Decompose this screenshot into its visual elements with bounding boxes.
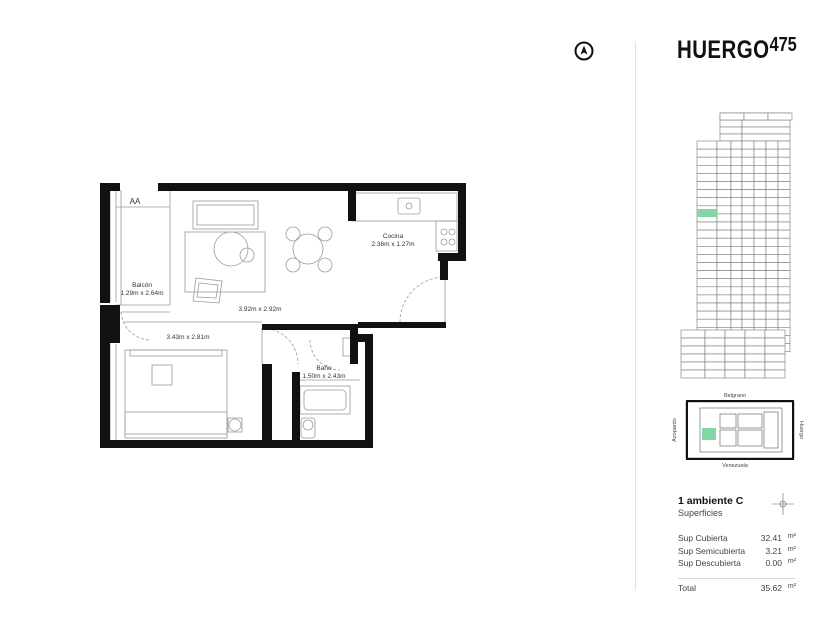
room-dims-living: 3.92m x 2.92m <box>238 306 282 313</box>
elevation-cell <box>717 198 731 206</box>
brand-number: 475 <box>769 34 797 56</box>
elevation-cell <box>720 113 744 120</box>
elevation-cell <box>745 330 765 338</box>
site-plan <box>660 390 810 470</box>
surface-value: 0.00 <box>765 558 782 568</box>
elevation-cell <box>731 279 742 287</box>
unit-subtitle: Superficies <box>678 508 723 518</box>
elevation-cell <box>697 190 717 198</box>
elevation-cell <box>697 279 717 287</box>
elevation-cell <box>754 254 766 262</box>
elevation-cell <box>766 214 778 222</box>
elevation-cell <box>731 287 742 295</box>
elevation-cell <box>742 190 754 198</box>
elevation-cell <box>742 238 754 246</box>
elevation-cell <box>745 338 765 346</box>
elevation-cell <box>745 362 765 370</box>
surface-label: Sup Descubierta <box>678 558 741 568</box>
elevation-cell <box>731 222 742 230</box>
room-dims-balcon: 1.29m x 2.64m <box>120 290 164 297</box>
room-dims-bano: 1.50m x 2.43m <box>302 373 346 380</box>
elevation-cell <box>745 370 765 378</box>
elevation-cell <box>731 206 742 214</box>
elevation-cell <box>742 319 754 327</box>
elevation-cell <box>742 311 754 319</box>
elevation-cell <box>697 165 717 173</box>
elevation-cell <box>765 370 785 378</box>
elevation-cell <box>742 279 754 287</box>
elevation-cell <box>765 330 785 338</box>
orientation-icon <box>768 490 798 518</box>
elevation-cell <box>754 198 766 206</box>
elevation-cell <box>754 263 766 271</box>
elevation-cell <box>766 303 778 311</box>
elevation-cell <box>754 311 766 319</box>
elevation-cell <box>731 238 742 246</box>
elevation-cell <box>697 222 717 230</box>
elevation-cell <box>705 354 725 362</box>
elevation-cell <box>717 271 731 279</box>
elevation-cell <box>766 246 778 254</box>
elevation-cell <box>697 157 717 165</box>
elevation-cell <box>697 198 717 206</box>
elevation-cell <box>697 238 717 246</box>
elevation-cell <box>766 141 778 149</box>
elevation-cell <box>717 230 731 238</box>
elevation-cell <box>765 346 785 354</box>
elevation-cell <box>754 173 766 181</box>
elevation-cell <box>697 173 717 181</box>
elevation-cell <box>731 198 742 206</box>
elevation-cell <box>697 182 717 190</box>
elevation-cell <box>725 370 745 378</box>
surface-value: 32.41 <box>760 533 782 543</box>
brand-name: HUERGO <box>677 36 770 64</box>
elevation-cell <box>754 287 766 295</box>
unit-title: 1 ambiente C <box>678 495 744 507</box>
elevation-cell <box>766 190 778 198</box>
elevation-cell <box>705 362 725 370</box>
unit-highlight <box>697 209 717 217</box>
elevation-cell <box>717 222 731 230</box>
elevation-cell <box>731 319 742 327</box>
elevation-cell <box>766 206 778 214</box>
room-label-balcon: Balcón <box>132 282 152 289</box>
elevation-cell <box>717 246 731 254</box>
elevation-cell <box>697 149 717 157</box>
elevation-cell <box>725 362 745 370</box>
building-elevation <box>676 108 796 383</box>
elevation-cell <box>717 157 731 165</box>
elevation-cell <box>742 127 790 134</box>
street-bottom: Venezuela <box>722 463 748 469</box>
surface-row-semicubierta <box>678 546 796 558</box>
elevation-cell <box>705 338 725 346</box>
elevation-cell <box>754 141 766 149</box>
elevation-cell <box>766 149 778 157</box>
elevation-cell <box>697 295 717 303</box>
elevation-cell <box>742 230 754 238</box>
elevation-cell <box>742 287 754 295</box>
elevation-cell <box>778 246 790 254</box>
elevation-cell <box>766 311 778 319</box>
elevation-cell <box>731 157 742 165</box>
elevation-cell <box>778 214 790 222</box>
elevation-cell <box>778 190 790 198</box>
elevation-cell <box>778 149 790 157</box>
elevation-cell <box>754 182 766 190</box>
elevation-cell <box>778 141 790 149</box>
surface-row-cubierta <box>678 533 796 545</box>
elevation-cell <box>742 254 754 262</box>
elevation-cell <box>754 319 766 327</box>
elevation-cell <box>766 319 778 327</box>
elevation-cell <box>731 311 742 319</box>
total-unit: m² <box>787 583 796 590</box>
elevation-cell <box>731 271 742 279</box>
surface-row-total <box>678 583 796 595</box>
elevation-cell <box>766 230 778 238</box>
elevation-cell <box>697 254 717 262</box>
elevation-cell <box>731 165 742 173</box>
elevation-cell <box>742 271 754 279</box>
total-divider <box>678 578 795 579</box>
surface-row-descubierta <box>678 558 796 570</box>
elevation-cell <box>725 330 745 338</box>
elevation-cell <box>778 198 790 206</box>
elevation-cell <box>697 319 717 327</box>
elevation-cell <box>717 141 731 149</box>
elevation-cell <box>754 165 766 173</box>
elevation-cell <box>778 157 790 165</box>
elevation-cell <box>725 346 745 354</box>
elevation-cell <box>778 287 790 295</box>
elevation-cell <box>705 330 725 338</box>
elevation-cell <box>742 157 754 165</box>
elevation-cell <box>725 338 745 346</box>
elevation-cell <box>697 263 717 271</box>
elevation-cell <box>766 182 778 190</box>
elevation-cell <box>705 370 725 378</box>
elevation-cell <box>717 263 731 271</box>
elevation-cell <box>754 246 766 254</box>
elevation-cell <box>754 295 766 303</box>
elevation-cell <box>731 190 742 198</box>
elevation-cell <box>765 362 785 370</box>
elevation-cell <box>778 311 790 319</box>
elevation-cell <box>754 238 766 246</box>
elevation-cell <box>754 230 766 238</box>
elevation-cell <box>766 295 778 303</box>
elevation-cell <box>744 113 768 120</box>
elevation-cell <box>754 149 766 157</box>
site-unit-highlight <box>702 428 716 440</box>
elevation-cell <box>742 222 754 230</box>
elevation-cell <box>742 134 790 141</box>
elevation-cell <box>766 238 778 246</box>
elevation-cell <box>720 134 742 141</box>
elevation-cell <box>697 271 717 279</box>
elevation-cell <box>731 141 742 149</box>
elevation-cell <box>742 206 754 214</box>
elevation-cell <box>778 182 790 190</box>
elevation-cell <box>731 214 742 222</box>
north-arrow-icon <box>574 41 594 61</box>
panel-divider <box>635 42 636 590</box>
elevation-cell <box>720 120 742 127</box>
elevation-cell <box>731 263 742 271</box>
elevation-cell <box>742 173 754 181</box>
elevation-cell <box>745 346 765 354</box>
elevation-cell <box>731 295 742 303</box>
elevation-cell <box>766 279 778 287</box>
elevation-cell <box>742 182 754 190</box>
surface-unit: m² <box>787 546 796 553</box>
elevation-cell <box>717 238 731 246</box>
elevation-cell <box>720 127 742 134</box>
elevation-cell <box>754 303 766 311</box>
elevation-cell <box>766 287 778 295</box>
elevation-cell <box>717 165 731 173</box>
elevation-cell <box>731 182 742 190</box>
elevation-cell <box>765 354 785 362</box>
total-value: 35.62 <box>760 583 782 593</box>
elevation-cell <box>778 230 790 238</box>
elevation-cell <box>742 149 754 157</box>
elevation-cell <box>742 295 754 303</box>
elevation-cell <box>717 295 731 303</box>
elevation-cell <box>778 173 790 181</box>
surface-unit: m² <box>787 533 796 540</box>
surface-unit: m² <box>787 558 796 565</box>
elevation-cell <box>754 190 766 198</box>
elevation-cell <box>705 346 725 354</box>
elevation-cell <box>731 303 742 311</box>
elevation-cell <box>778 206 790 214</box>
elevation-cell <box>766 165 778 173</box>
elevation-cell <box>766 157 778 165</box>
elevation-cell <box>717 287 731 295</box>
surface-label: Sup Cubierta <box>678 533 728 543</box>
room-label-cocina: Cocina <box>382 233 404 240</box>
elevation-cell <box>754 279 766 287</box>
elevation-cell <box>681 338 705 346</box>
elevation-cell <box>681 330 705 338</box>
street-left: Azopardo <box>672 418 678 442</box>
elevation-cell <box>745 354 765 362</box>
room-dims-cocina: 2.36m x 1.27m <box>371 241 415 248</box>
street-top: Belgrano <box>723 393 747 399</box>
elevation-cell <box>766 254 778 262</box>
surface-label: Sup Semicubierta <box>678 546 746 556</box>
elevation-cell <box>681 362 705 370</box>
elevation-cell <box>754 222 766 230</box>
elevation-cell <box>742 198 754 206</box>
elevation-cell <box>681 370 705 378</box>
total-label: Total <box>678 583 696 593</box>
elevation-cell <box>681 346 705 354</box>
elevation-cell <box>717 214 731 222</box>
elevation-cell <box>697 303 717 311</box>
elevation-cell <box>697 246 717 254</box>
elevation-cell <box>717 303 731 311</box>
elevation-cell <box>742 120 790 127</box>
elevation-cell <box>697 141 717 149</box>
elevation-cell <box>717 206 731 214</box>
elevation-cell <box>754 206 766 214</box>
room-label-aa: AA <box>129 197 141 206</box>
elevation-cell <box>768 113 792 120</box>
elevation-cell <box>778 238 790 246</box>
elevation-cell <box>717 254 731 262</box>
elevation-cell <box>754 214 766 222</box>
elevation-cell <box>766 222 778 230</box>
elevation-cell <box>717 190 731 198</box>
elevation-cell <box>742 214 754 222</box>
elevation-cell <box>731 246 742 254</box>
elevation-cell <box>697 287 717 295</box>
elevation-cell <box>731 149 742 157</box>
room-label-bano: Baño <box>316 365 332 372</box>
elevation-cell <box>778 319 790 327</box>
elevation-cell <box>778 165 790 173</box>
elevation-cell <box>778 271 790 279</box>
elevation-cell <box>778 303 790 311</box>
brand-logo <box>677 34 797 65</box>
elevation-cell <box>717 149 731 157</box>
elevation-cell <box>717 279 731 287</box>
elevation-cell <box>754 157 766 165</box>
elevation-cell <box>717 319 731 327</box>
elevation-cell <box>725 354 745 362</box>
elevation-cell <box>778 279 790 287</box>
elevation-cell <box>742 165 754 173</box>
elevation-cell <box>731 173 742 181</box>
elevation-cell <box>742 303 754 311</box>
elevation-cell <box>742 246 754 254</box>
elevation-cell <box>742 141 754 149</box>
room-dims-dormitorio: 3.43m x 2.81m <box>166 334 210 341</box>
elevation-cell <box>778 263 790 271</box>
elevation-cell <box>778 254 790 262</box>
surface-value: 3.21 <box>765 546 782 556</box>
elevation-cell <box>778 222 790 230</box>
elevation-cell <box>697 311 717 319</box>
elevation-cell <box>766 198 778 206</box>
elevation-cell <box>697 230 717 238</box>
elevation-cell <box>754 271 766 279</box>
elevation-cell <box>766 173 778 181</box>
elevation-cell <box>778 295 790 303</box>
elevation-cell <box>766 271 778 279</box>
elevation-cell <box>681 354 705 362</box>
elevation-cell <box>766 263 778 271</box>
elevation-cell <box>731 230 742 238</box>
elevation-cell <box>765 338 785 346</box>
elevation-cell <box>742 263 754 271</box>
street-right: Huergo <box>798 420 804 440</box>
elevation-cell <box>731 254 742 262</box>
elevation-cell <box>717 311 731 319</box>
elevation-cell <box>717 182 731 190</box>
elevation-cell <box>717 173 731 181</box>
